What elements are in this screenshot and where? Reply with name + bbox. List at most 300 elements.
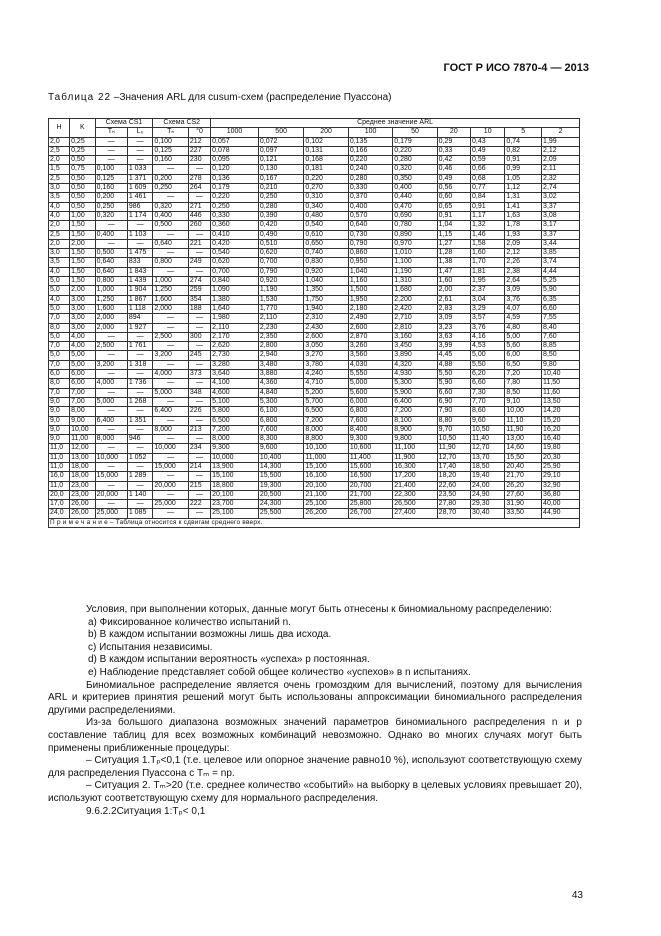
table-cell: 0,800 [95,277,127,286]
table-cell: — [95,332,127,341]
table-cell: — [153,379,189,388]
table-cell: 2,83 [437,304,470,313]
table-cell: 0,99 [505,165,542,174]
table-cell: — [127,500,153,509]
table-cell: 31,90 [505,500,542,509]
table-row [49,258,580,267]
table-cell: 5,0 [49,304,70,313]
table-cell: 2,620 [211,342,259,351]
table-cell: 1,940 [304,304,348,313]
table-cell: 5,60 [505,342,542,351]
table-cell: 5,0 [49,286,70,295]
table-cell: 8,85 [542,342,580,351]
table-cell: 1,770 [258,304,304,313]
table-cell: 2,170 [211,332,259,341]
table-cell: 0,860 [348,249,392,258]
table-cell: 20,700 [348,481,392,490]
table-cell: 0,420 [258,221,304,230]
table-cell: 4,44 [542,267,580,276]
table-cell: 25,800 [348,500,392,509]
table-cell: 227 [188,146,210,155]
table-cell: 29,30 [470,500,504,509]
table-cell: 3,560 [348,351,392,360]
table-cell: 4,000 [153,370,189,379]
subheader-cell: L₀ [127,128,153,137]
table-cell: — [153,165,189,174]
table-cell: 23,50 [437,490,470,499]
table-cell: 3,890 [393,351,437,360]
table-cell: 5,0 [49,277,70,286]
table-cell: 1 609 [127,184,153,193]
table-cell: 2,5 [49,146,70,155]
table-row [49,370,580,379]
table-cell: 7,0 [49,342,70,351]
table-cell: 15,000 [95,472,127,481]
table-cell: 2,310 [304,314,348,323]
table-cell: — [153,360,189,369]
table-cell: 20,000 [153,481,189,490]
table-cell: 3,480 [258,360,304,369]
table-cell: 28,70 [437,509,470,518]
table-row [49,360,580,369]
table-cell: — [95,407,127,416]
table-cell: 1,99 [542,137,580,146]
table-cell: 0,640 [95,267,127,276]
table-cell: 2,12 [542,146,580,155]
table-row [49,249,580,258]
table-cell: 3,09 [505,286,542,295]
arl-column-header: 20 [437,128,470,137]
table-row [49,156,580,165]
table-cell: 1,310 [393,277,437,286]
table-cell: 0,136 [211,174,259,183]
table-cell: 6,400 [153,407,189,416]
table-row [49,165,580,174]
table-cell: 0,60 [437,193,470,202]
table-cell: — [127,137,153,146]
table-cell: 24,300 [258,500,304,509]
table-cell: 40,00 [542,500,580,509]
table-cell: 2,940 [258,351,304,360]
table-cell: 8,00 [70,407,96,416]
table-cell: 0,540 [304,221,348,230]
table-cell: — [127,370,153,379]
arl-column-header: 10 [470,128,504,137]
table-cell: 1,28 [437,249,470,258]
table-cell: 1,250 [153,286,189,295]
table-cell: 5,00 [70,360,96,369]
table-cell: — [127,332,153,341]
table-cell: 16,500 [348,472,392,481]
table-cell: 32,90 [542,481,580,490]
table-cell: 1,63 [505,211,542,220]
table-cell: — [153,249,189,258]
table-cell: 1,950 [348,295,392,304]
paragraph: Условия, при выполнении которых, данные могут быть отнесены к биномиальному распределению: [86,604,552,615]
table-cell: 16,20 [542,425,580,434]
table-cell: 20,100 [211,490,259,499]
table-cell: 1 371 [127,174,153,183]
table-cell: 986 [127,202,153,211]
table-cell: — [153,397,189,406]
table-cell: 188 [188,304,210,313]
table-cell: 13,50 [542,397,580,406]
table-cell: 0,500 [153,221,189,230]
table-cell: 3,200 [95,360,127,369]
table-cell: 9,300 [211,444,259,453]
table-cell: 8,000 [211,435,259,444]
table-cell: 0,160 [95,184,127,193]
table-cell: 1,32 [470,221,504,230]
table-cell: 15,600 [348,462,392,471]
table-cell: 21,100 [304,490,348,499]
table-cell: 1,750 [304,295,348,304]
table-cell: 1,95 [470,277,504,286]
table-cell: 0,25 [70,146,96,155]
table-cell: 1 461 [127,193,153,202]
table-cell: 1,350 [304,286,348,295]
table-cell: — [127,462,153,471]
table-cell: — [95,370,127,379]
table-cell: 3,04 [470,295,504,304]
table-cell: 1,70 [470,258,504,267]
table-cell: 0,700 [258,258,304,267]
table-cell: 24,90 [470,490,504,499]
table-cell: 278 [188,174,210,183]
table-cell: 1,50 [70,277,96,286]
table-cell: 16,300 [393,462,437,471]
table-cell: 16,40 [542,435,580,444]
table-cell: 1,000 [95,286,127,295]
table-cell: — [188,472,210,481]
paragraph: e) Наблюдение представляет собой общее количество «успехов» в n испытаниях. [88,666,471,678]
table-cell: 3,280 [211,360,259,369]
table-cell: 1 318 [127,360,153,369]
table-cell: 3,00 [70,304,96,313]
table-cell: — [153,416,189,425]
table-cell: 0,66 [470,165,504,174]
table-cell: 2,0 [49,239,70,248]
table-cell: 0,56 [437,184,470,193]
table-cell: 2,38 [505,267,542,276]
table-cell: 8,50 [542,351,580,360]
body-text [48,604,582,818]
table-cell: 7,600 [348,416,392,425]
table-cell: 0,125 [95,174,127,183]
table-cell: 25,100 [304,500,348,509]
table-cell: 9,0 [49,397,70,406]
table-cell: 0,200 [153,174,189,183]
table-cell: 6,500 [304,407,348,416]
table-cell: 11,60 [542,388,580,397]
table-cell: 0,91 [437,211,470,220]
table-cell: 2,5 [49,230,70,239]
table-cell: 8,0 [49,323,70,332]
table-cell: 2,490 [348,314,392,323]
table-cell: 4,07 [505,304,542,313]
table-cell: 7,20 [505,370,542,379]
paragraph: d) В каждом испытании вероятность «успеха» p постоянная. [88,654,370,666]
table-cell: 0,480 [304,211,348,220]
table-row [49,379,580,388]
table-cell: 30,40 [470,509,504,518]
paragraph: Биномиальное распределение является очень громоздким для вычислений, поэтому для вычисления ARL и критериев принятия решений могут быть использованы аппроксимации биномиального распределения другими распределениями. [48,679,582,716]
table-note: П р и м е ч а н и е – Таблица относится к сдвигам среднего вверх. [49,518,580,527]
table-cell: 0,49 [470,146,504,155]
table-cell: 0,640 [348,221,392,230]
table-cell: 7,200 [304,416,348,425]
table-cell: 3,85 [542,249,580,258]
table-cell: 1 736 [127,379,153,388]
table-cell: 20,100 [304,481,348,490]
table-cell: 0,280 [258,202,304,211]
table-cell: 0,490 [258,230,304,239]
table-cell: 2,500 [153,332,189,341]
table-cell: 0,970 [393,239,437,248]
table-cell: 2,000 [95,314,127,323]
table-cell: 4,840 [258,388,304,397]
table-cell: 4,0 [49,202,70,211]
table-cell: 5,100 [211,397,259,406]
table-cell: 0,49 [437,174,470,183]
table-cell: 260 [188,221,210,230]
table-cell: 2,600 [348,323,392,332]
col-arl: Среднее значение ARL [211,119,580,128]
table-cell: 3,00 [70,295,96,304]
table-cell: 0,640 [153,239,189,248]
table-cell: 2,200 [393,295,437,304]
table-cell: 11,00 [70,435,96,444]
table-cell: 3,63 [437,332,470,341]
table-row [49,490,580,499]
table-cell: 6,00 [505,351,542,360]
table-cell: 2,61 [437,295,470,304]
table-cell: 4,0 [49,211,70,220]
table-cell: 20,40 [505,462,542,471]
table-cell: 0,59 [470,156,504,165]
table-cell: 9,0 [49,407,70,416]
table-cell: 0,890 [393,230,437,239]
table-cell: 5,000 [153,388,189,397]
table-cell: 259 [188,286,210,295]
table-cell: 8,100 [393,416,437,425]
table-cell: 29,10 [542,472,580,481]
table-cell: 0,057 [211,137,259,146]
table-cell: 1,530 [258,295,304,304]
table-cell: 3,00 [70,323,96,332]
table-cell: 27,80 [437,500,470,509]
table-cell: — [95,425,127,434]
table-cell: 7,200 [393,407,437,416]
table-row [49,425,580,434]
table-cell: 0,210 [258,184,304,193]
table-row [49,146,580,155]
table-cell: — [127,146,153,155]
table-cell: 15,100 [304,462,348,471]
table-cell: 0,780 [393,221,437,230]
table-cell: 18,20 [437,472,470,481]
table-cell: — [95,239,127,248]
table-cell: 2,09 [505,239,542,248]
table-cell: 5,90 [542,286,580,295]
table-cell: 4,320 [393,360,437,369]
table-cell: 0,135 [348,137,392,146]
table-cell: 25,000 [95,509,127,518]
table-row [49,184,580,193]
table-cell: 11,50 [542,379,580,388]
table-cell: — [127,481,153,490]
arl-column-header: 5 [505,128,542,137]
table-cell: 1,190 [258,286,304,295]
table-cell: 44,90 [542,509,580,518]
table-cell: 9,60 [470,416,504,425]
table-cell: 2,870 [348,332,392,341]
table-cell: — [153,490,189,499]
table-cell: 1 289 [127,472,153,481]
table-cell: 0,740 [304,249,348,258]
table-cell: 446 [188,211,210,220]
table-cell: 0,250 [95,202,127,211]
col-k: K [70,119,96,138]
table-cell: 4,710 [304,379,348,388]
table-cell: 2,00 [70,239,96,248]
table-cell: 0,610 [304,230,348,239]
table-cell: 3,44 [542,239,580,248]
table-cell: — [127,239,153,248]
table-cell: 17,0 [49,500,70,509]
col-cs1: Схема CS1 [95,119,153,128]
table-cell: 2,11 [542,165,580,174]
table-cell: 6,60 [470,379,504,388]
table-cell: 25,500 [258,509,304,518]
table-cell: 10,50 [470,425,504,434]
table-cell: 271 [188,202,210,211]
table-caption-title: –Значения ARL для cusum-схем (распределение Пуассона) [111,92,392,103]
table-cell: 221 [188,239,210,248]
table-cell: 26,500 [393,500,437,509]
table-cell: 3,780 [304,360,348,369]
table-cell: 9,300 [348,435,392,444]
table-cell: 3,880 [258,370,304,379]
table-cell: 0,640 [95,258,127,267]
table-row [49,174,580,183]
table-cell: 226 [188,407,210,416]
table-cell: — [188,314,210,323]
table-cell: 3,260 [348,342,392,351]
table-cell: 12,70 [437,453,470,462]
table-cell: 2,810 [393,323,437,332]
table-cell: — [153,453,189,462]
table-cell: 6,100 [258,407,304,416]
table-cell: 1,47 [437,267,470,276]
table-cell: 11,100 [393,444,437,453]
table-cell: 0,179 [393,137,437,146]
table-cell: 0,50 [70,174,96,183]
table-cell: 10,400 [258,453,304,462]
table-cell: 7,60 [542,332,580,341]
table-cell: 0,690 [393,211,437,220]
table-cell: 0,540 [211,249,259,258]
table-cell: — [127,407,153,416]
table-cell: 14,300 [258,462,304,471]
table-cell: 8,300 [258,435,304,444]
table-cell: 0,82 [505,146,542,155]
table-cell: 1,160 [348,277,392,286]
table-cell: 17,200 [393,472,437,481]
table-cell: 2,350 [258,332,304,341]
arl-column-header: 500 [258,128,304,137]
table-cell: — [127,156,153,165]
table-cell: 0,840 [211,277,259,286]
table-cell: 23,00 [70,481,96,490]
table-row [49,388,580,397]
table-cell: 7,0 [49,388,70,397]
paragraph: – Ситуация 1.Tₚ<0,1 (т.е. целевое или опорное значение равно10 %), используют соответствующую схему для распределения Пуассона с Tₘ = np. [48,755,582,779]
table-cell: 1,600 [95,304,127,313]
page-header: ГОСТ Р ИСО 7870-4 — 2013 [443,62,589,74]
table-cell: 2,64 [505,277,542,286]
table-cell: 1 761 [127,342,153,351]
table-cell: 1,60 [437,277,470,286]
table-cell: 21,400 [393,481,437,490]
table-cell: 0,620 [211,258,259,267]
table-cell: 2,0 [49,137,70,146]
table-cell: 3,23 [437,323,470,332]
table-cell: — [188,453,210,462]
table-cell: 26,700 [348,509,392,518]
table-cell: 0,25 [70,137,96,146]
table-cell: 4,0 [49,295,70,304]
table-cell: 0,270 [304,184,348,193]
table-row [49,211,580,220]
table-cell: 9,0 [49,435,70,444]
table-cell: 0,179 [211,184,259,193]
table-cell: 15,20 [542,416,580,425]
subheader-cell: °0 [188,128,210,137]
table-cell: 20,000 [95,490,127,499]
table-cell: 11,000 [304,453,348,462]
table-cell: 15,100 [211,472,259,481]
table-cell: 1,93 [505,230,542,239]
table-row [49,239,580,248]
table-cell: 11,400 [348,453,392,462]
table-cell: 9,80 [542,360,580,369]
table-cell: 11,0 [49,453,70,462]
table-cell: 2,32 [542,174,580,183]
table-cell: 230 [188,156,210,165]
table-cell: 1,640 [211,304,259,313]
table-cell: 0,400 [393,184,437,193]
table-row [49,221,580,230]
table-cell: 8,0 [49,379,70,388]
table-cell: 0,830 [304,258,348,267]
table-cell: 2,730 [211,351,259,360]
table-cell: 0,220 [393,146,437,155]
table-cell: 1 052 [127,453,153,462]
table-cell: — [188,193,210,202]
table-cell: 1,980 [211,314,259,323]
table-cell: 1,50 [70,221,96,230]
table-cell: 0,340 [304,202,348,211]
table-cell: 10,00 [70,425,96,434]
table-cell: 11,0 [49,462,70,471]
table-cell: 0,250 [258,193,304,202]
table-cell: 4,53 [470,342,504,351]
table-cell: 10,000 [153,444,189,453]
table-cell: 4,0 [49,267,70,276]
table-row [49,462,580,471]
table-cell: 0,166 [348,146,392,155]
